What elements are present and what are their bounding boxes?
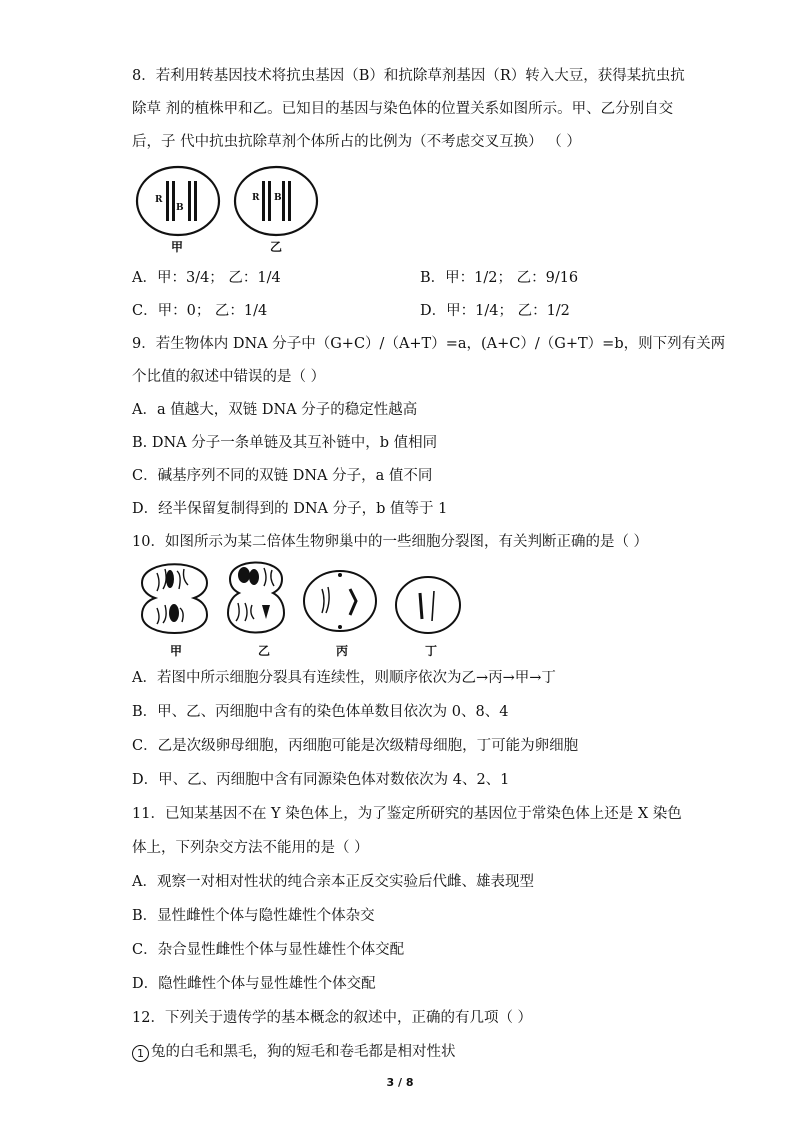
q8-line3: 后，子 代中抗虫抗除草剂个体所占的比例为（不考虑交叉互换） （ ） bbox=[132, 134, 581, 150]
q8-cell2-B: B bbox=[274, 193, 282, 203]
q12-line1: 12．下列关于遗传学的基本概念的叙述中，正确的有几项（ ） bbox=[132, 1010, 533, 1026]
q10-cell-division-figure bbox=[132, 553, 472, 643]
q10-label-jia: 甲 bbox=[170, 644, 183, 658]
q8-option-b: B．甲：1/2； 乙：9/16 bbox=[420, 270, 579, 286]
q8-option-c: C．甲：0； 乙：1/4 bbox=[132, 303, 268, 319]
q12-item1 bbox=[132, 1040, 456, 1062]
q9-line1: 9．若生物体内 DNA 分子中（G+C）/（A+T）=a，(A+C）/（G+T）=b，则下列有关两 bbox=[132, 336, 726, 352]
q9-line2: 个比值的叙述中错误的是（ ） bbox=[132, 369, 326, 385]
q11-line1: 11．已知某基因不在 Y 染色体上，为了鉴定所研究的基因位于常染色体上还是 X 染色 bbox=[132, 806, 682, 822]
q10-line1: 10．如图所示为某二倍体生物卵巢中的一些细胞分裂图，有关判断正确的是（ ） bbox=[132, 534, 649, 550]
q8-option-a: A．甲：3/4； 乙：1/4 bbox=[132, 270, 281, 286]
q10-option-d: D．甲、乙、丙细胞中含有同源染色体对数依次为 4、2、1 bbox=[132, 772, 510, 788]
q11-option-c: C．杂合显性雌性个体与显性雄性个体交配 bbox=[132, 942, 405, 958]
q12-item1-text: 兔的白毛和黑毛，狗的短毛和卷毛都是相对性状 bbox=[151, 1044, 456, 1060]
q9-option-a: A．a 值越大，双链 DNA 分子的稳定性越高 bbox=[132, 402, 418, 418]
q10-option-c: C．乙是次级卵母细胞，丙细胞可能是次级精母细胞，丁可能为卵细胞 bbox=[132, 738, 579, 754]
q10-label-ding: 丁 bbox=[425, 644, 438, 658]
q10-label-yi: 乙 bbox=[258, 644, 271, 658]
q8-cell2-label: 乙 bbox=[270, 240, 283, 254]
q8-cell2-R: R bbox=[252, 193, 260, 203]
q9-option-c: C．碱基序列不同的双链 DNA 分子，a 值不同 bbox=[132, 468, 433, 484]
q11-option-a: A．观察一对相对性状的纯合亲本正反交实验后代雌、雄表现型 bbox=[132, 874, 534, 890]
q8-cell1-label: 甲 bbox=[171, 240, 184, 254]
q8-line1: 8．若利用转基因技术将抗虫基因（B）和抗除草剂基因（R）转入大豆，获得某抗虫抗 bbox=[132, 68, 685, 84]
q8-cell1-R: R bbox=[155, 195, 163, 205]
q8-cell-figure bbox=[132, 163, 332, 263]
page-number: 3 / 8 bbox=[386, 1076, 414, 1089]
q9-option-d: D．经半保留复制得到的 DNA 分子，b 值等于 1 bbox=[132, 501, 448, 517]
q8-line2: 除草 剂的植株甲和乙。已知目的基因与染色体的位置关系如图所示。甲、乙分别自交 bbox=[132, 101, 674, 117]
q9-option-b: B. DNA 分子一条单链及其互补链中，b 值相同 bbox=[132, 435, 438, 451]
q12-item1-marker: 1 bbox=[132, 1045, 149, 1062]
q8-option-d: D．甲：1/4； 乙：1/2 bbox=[420, 303, 570, 319]
q11-option-b: B．显性雌性个体与隐性雄性个体杂交 bbox=[132, 908, 375, 924]
q11-option-d: D．隐性雌性个体与显性雄性个体交配 bbox=[132, 976, 376, 992]
q10-option-a: A．若图中所示细胞分裂具有连续性，则顺序依次为乙→丙→甲→丁 bbox=[132, 670, 556, 686]
q10-option-b: B．甲、乙、丙细胞中含有的染色体单数目依次为 0、8、4 bbox=[132, 704, 509, 720]
q10-label-bing: 丙 bbox=[336, 644, 349, 658]
q8-cell1-B: B bbox=[176, 203, 184, 213]
q11-line2: 体上，下列杂交方法不能用的是（ ） bbox=[132, 840, 369, 856]
